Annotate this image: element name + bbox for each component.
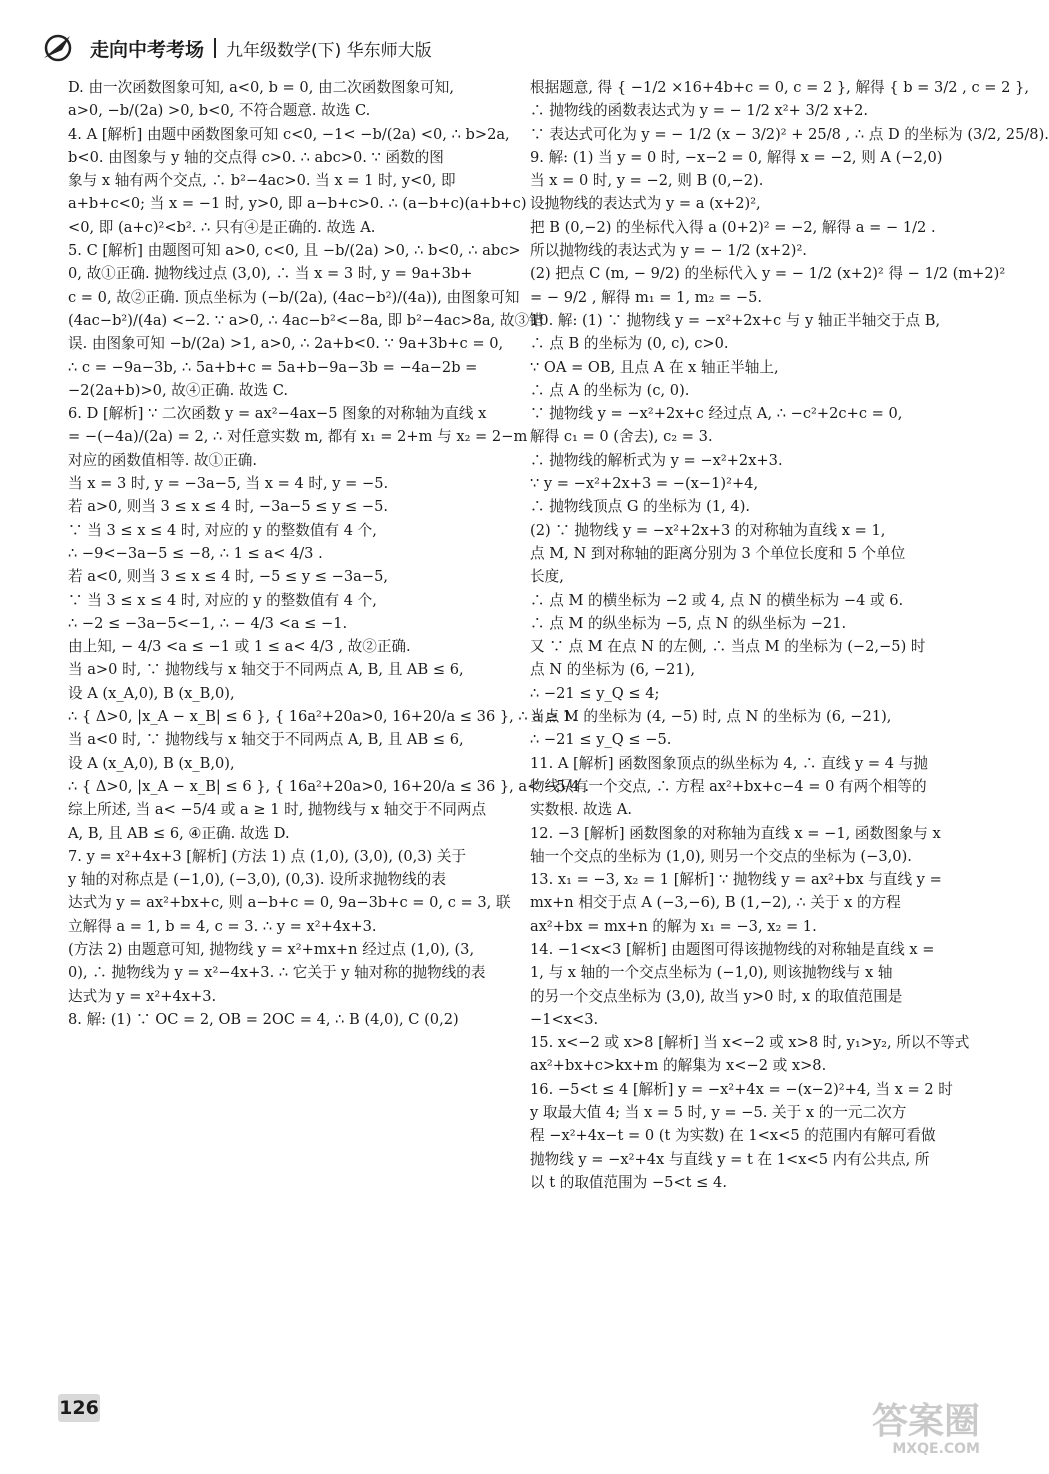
text-line: 6. D [解析] ∵ 二次函数 y = ax²−4ax−5 图象的对称轴为直线 x — [68, 405, 487, 423]
text-line: ∵ OA = OB, 且点 A 在 x 轴正半轴上, — [530, 358, 779, 376]
header-divider — [214, 38, 216, 58]
text-line: ∴ 抛物线的函数表达式为 y = − 1/2 x²+ 3/2 x+2. — [530, 102, 869, 120]
text-line: ax²+bx = mx+n 的解为 x₁ = −3, x₂ = 1. — [530, 917, 817, 935]
text-line: ∵ 当 3 ≤ x ≤ 4 时, 对应的 y 的整数值有 4 个, — [68, 591, 377, 609]
text-line: 点 M, N 到对称轴的距离分别为 3 个单位长度和 5 个单位 — [530, 544, 906, 562]
text-line: 7. y = x²+4x+3 [解析] (方法 1) 点 (1,0), (3,0), (0,3) 关于 — [68, 847, 467, 865]
text-line: −1<x<3. — [530, 1010, 599, 1028]
text-line: ∴ 点 M 的纵坐标为 −5, 点 N 的纵坐标为 −21. — [530, 614, 847, 632]
text-line: 设 A (x_A,0), B (x_B,0), — [68, 754, 235, 772]
text-line: 5. C [解析] 由题图可知 a>0, c<0, 且 −b/(2a) >0, ∴ b<0, ∴ abc> — [68, 242, 521, 260]
text-line: 抛物线 y = −x²+4x 与直线 y = t 在 1<x<5 内有公共点, 所 — [530, 1150, 930, 1168]
text-line: 9. 解: (1) 当 y = 0 时, −x−2 = 0, 解得 x = −2, 则 A (−2,0) — [530, 148, 943, 166]
text-line: 把 B (0,−2) 的坐标代入得 a (0+2)² = −2, 解得 a = − 1/2 . — [530, 218, 936, 236]
text-line: 对应的函数值相等. 故①正确. — [68, 451, 258, 469]
text-line: ∴ 点 A 的坐标为 (c, 0). — [530, 381, 690, 399]
text-line: 1, 与 x 轴的一个交点坐标为 (−1,0), 则该抛物线与 x 轴 — [530, 964, 893, 982]
text-line: y 轴的对称点是 (−1,0), (−3,0), (0,3). 设所求抛物线的表 — [68, 871, 446, 889]
text-line: 所以抛物线的表达式为 y = − 1/2 (x+2)². — [530, 242, 807, 260]
text-line: A, B, 且 AB ≤ 6, ④正确. 故选 D. — [68, 824, 290, 842]
text-line: 15. x<−2 或 x>8 [解析] 当 x<−2 或 x>8 时, y₁>y₂, 所以不等式 — [530, 1034, 970, 1052]
text-line: −2(2a+b)>0, 故④正确. 故选 C. — [68, 381, 289, 399]
text-line: ∵ y = −x²+2x+3 = −(x−1)²+4, — [530, 475, 759, 493]
text-line: 以 t 的取值范围为 −5<t ≤ 4. — [530, 1173, 727, 1191]
page-number: 126 — [58, 1394, 100, 1422]
text-line: ∴ 抛物线顶点 G 的坐标为 (1, 4). — [530, 498, 751, 516]
text-line: ∵ 表达式可化为 y = − 1/2 (x − 3/2)² + 25/8 , ∴ 点 D 的坐标为 (3/2, 25/8). — [530, 125, 1049, 143]
text-line: y 取最大值 4; 当 x = 5 时, y = −5. 关于 x 的一元二次方 — [530, 1104, 907, 1122]
text-line: ∴ { Δ>0, |x_A − x_B| ≤ 6 }, { 16a²+20a>0, 16+20/a ≤ 36 }, ∴ a ≥ 1. — [68, 708, 577, 726]
text-line: D. 由一次函数图象可知, a<0, b = 0, 由二次函数图象可知, — [68, 79, 454, 96]
text-line: 当 x = 0 时, y = −2, 则 B (0,−2). — [530, 172, 764, 190]
watermark-logo: 答案圈 — [871, 1401, 980, 1442]
text-line: (2) 把点 C (m, − 9/2) 的坐标代入 y = − 1/2 (x+2)² 得 − 1/2 (m+2)² — [530, 265, 1006, 283]
book-subtitle: 九年级数学(下) 华东师大版 — [226, 40, 432, 61]
text-line: 12. −3 [解析] 函数图象的对称轴为直线 x = −1, 函数图象与 x — [530, 824, 941, 842]
brand-title: 走向中考考场 — [90, 38, 205, 61]
text-line: ∴ { Δ>0, |x_A − x_B| ≤ 6 }, { 16a²+20a>0, 16+20/a ≤ 36 }, a< −5/4 . — [68, 777, 589, 795]
text-line: (方法 2) 由题意可知, 抛物线 y = x²+mx+n 经过点 (1,0), (3, — [68, 940, 475, 958]
text-line: 0, 故①正确. 抛物线过点 (3,0), ∴ 当 x = 3 时, y = 9a+3b+ — [68, 265, 473, 283]
text-line: 点 N 的坐标为 (6, −21), — [530, 661, 696, 679]
text-line: ∴ 点 M 的横坐标为 −2 或 4, 点 N 的横坐标为 −4 或 6. — [530, 591, 904, 609]
text-line: 程 −x²+4x−t = 0 (t 为实数) 在 1<x<5 的范围内有解可看做 — [530, 1127, 936, 1145]
text-line: 解得 c₁ = 0 (舍去), c₂ = 3. — [530, 428, 713, 446]
text-line: 由上知, − 4/3 <a ≤ −1 或 1 ≤ a< 4/3 , 故②正确. — [68, 638, 411, 656]
text-line: ∵ 当 3 ≤ x ≤ 4 时, 对应的 y 的整数值有 4 个, — [68, 521, 377, 539]
text-line: 象与 x 轴有两个交点, ∴ b²−4ac>0. 当 x = 1 时, y<0, 即 — [68, 172, 456, 190]
text-line: 若 a>0, 则当 3 ≤ x ≤ 4 时, −3a−5 ≤ y ≤ −5. — [68, 498, 389, 516]
text-line: b<0. 由图象与 y 轴的交点得 c>0. ∴ abc>0. ∵ 函数的图 — [68, 148, 444, 166]
text-line: ∴ 抛物线的解析式为 y = −x²+2x+3. — [530, 451, 783, 469]
text-line: = −(−4a)/(2a) = 2, ∴ 对任意实数 m, 都有 x₁ = 2+m 与 x₂ = 2−m — [68, 428, 528, 446]
text-line: 当 a>0 时, ∵ 抛物线与 x 轴交于不同两点 A, B, 且 AB ≤ 6, — [68, 661, 464, 679]
text-line: 13. x₁ = −3, x₂ = 1 [解析] ∵ 抛物线 y = ax²+bx 与直线 y = — [530, 871, 942, 889]
text-line: 11. A [解析] 函数图象顶点的纵坐标为 4, ∴ 直线 y = 4 与抛 — [530, 754, 928, 772]
text-line: <0, 即 (a+c)²<b². ∴ 只有④是正确的. 故选 A. — [68, 218, 376, 236]
text-line: 长度, — [530, 568, 564, 586]
text-line: 当 x = 3 时, y = −3a−5, 当 x = 4 时, y = −5. — [68, 475, 389, 493]
text-line: a>0, −b/(2a) >0, b<0, 不符合题意. 故选 C. — [68, 102, 371, 120]
text-line: 的另一个交点坐标为 (3,0), 故当 y>0 时, x 的取值范围是 — [530, 987, 903, 1005]
logo-icon — [40, 32, 80, 64]
watermark — [830, 1401, 980, 1464]
text-line: 若 a<0, 则当 3 ≤ x ≤ 4 时, −5 ≤ y ≤ −3a−5, — [68, 568, 389, 586]
text-line: a+b+c<0; 当 x = −1 时, y>0, 即 a−b+c>0. ∴ (a−b+c)(a+b+c) — [68, 195, 527, 213]
text-line: 轴一个交点的坐标为 (1,0), 则另一个交点的坐标为 (−3,0). — [530, 847, 912, 865]
text-line: ∴ −9<−3a−5 ≤ −8, ∴ 1 ≤ a< 4/3 . — [68, 544, 323, 562]
text-line: 综上所述, 当 a< −5/4 或 a ≥ 1 时, 抛物线与 x 轴交于不同两点 — [68, 801, 487, 819]
text-line: 误. 由图象可知 −b/(2a) >1, a>0, ∴ 2a+b<0. ∵ 9a+3b+c = 0, — [68, 335, 504, 353]
text-line: (4ac−b²)/(4a) <−2. ∵ a>0, ∴ 4ac−b²<−8a, 即 b²−4ac>8a, 故③错 — [68, 311, 544, 329]
text-line: 设抛物线的表达式为 y = a (x+2)², — [530, 195, 761, 213]
text-line: 物线只有一个交点, ∴ 方程 ax²+bx+c−4 = 0 有两个相等的 — [530, 777, 927, 795]
text-line: 达式为 y = x²+4x+3. — [68, 987, 217, 1005]
page-header — [40, 28, 740, 68]
text-line: ∴ −21 ≤ y_Q ≤ −5. — [530, 731, 672, 749]
text-line: 设 A (x_A,0), B (x_B,0), — [68, 684, 235, 702]
text-line: mx+n 相交于点 A (−3,−6), B (1,−2), ∴ 关于 x 的方程 — [530, 894, 901, 912]
right-column — [530, 76, 1049, 1194]
text-line: ax²+bx+c>kx+m 的解集为 x<−2 或 x>8. — [530, 1057, 827, 1075]
text-line: 根据题意, 得 { −1/2 ×16+4b+c = 0, c = 2 }, 解得 { b = 3/2 , c = 2 }, — [530, 79, 1029, 96]
text-line: 0), ∴ 抛物线为 y = x²−4x+3. ∴ 它关于 y 轴对称的抛物线的表 — [68, 964, 486, 982]
text-line: 达式为 y = ax²+bx+c, 则 a−b+c = 0, 9a−3b+c = 0, c = 3, 联 — [68, 894, 511, 912]
text-line: 当 a<0 时, ∵ 抛物线与 x 轴交于不同两点 A, B, 且 AB ≤ 6, — [68, 731, 464, 749]
text-line: 10. 解: (1) ∵ 抛物线 y = −x²+2x+c 与 y 轴正半轴交于点 B, — [530, 311, 941, 329]
text-line: 8. 解: (1) ∵ OC = 2, OB = 2OC = 4, ∴ B (4,0), C (0,2) — [68, 1010, 459, 1028]
watermark-site: MXQE.COM — [892, 1441, 980, 1457]
text-line: 立解得 a = 1, b = 4, c = 3. ∴ y = x²+4x+3. — [68, 917, 377, 935]
text-line: (2) ∵ 抛物线 y = −x²+2x+3 的对称轴为直线 x = 1, — [530, 521, 886, 539]
text-line: 14. −1<x<3 [解析] 由题图可得该抛物线的对称轴是直线 x = — [530, 940, 935, 958]
text-line: ∴ 点 B 的坐标为 (0, c), c>0. — [530, 335, 729, 353]
text-line: ∴ c = −9a−3b, ∴ 5a+b+c = 5a+b−9a−3b = −4a−2b = — [68, 358, 478, 376]
text-line: = − 9/2 , 解得 m₁ = 1, m₂ = −5. — [530, 288, 763, 306]
text-line: ∵ 抛物线 y = −x²+2x+c 经过点 A, ∴ −c²+2c+c = 0, — [530, 405, 903, 423]
text-line: 4. A [解析] 由题中函数图象可知 c<0, −1< −b/(2a) <0, ∴ b>2a, — [68, 125, 510, 143]
text-line: 当点 M 的坐标为 (4, −5) 时, 点 N 的坐标为 (6, −21), — [530, 708, 892, 726]
text-line: ∴ −2 ≤ −3a−5<−1, ∴ − 4/3 <a ≤ −1. — [68, 614, 348, 632]
text-line: ∴ −21 ≤ y_Q ≤ 4; — [530, 684, 660, 702]
text-line: 16. −5<t ≤ 4 [解析] y = −x²+4x = −(x−2)²+4, 当 x = 2 时 — [530, 1080, 953, 1098]
text-line: c = 0, 故②正确. 顶点坐标为 (−b/(2a), (4ac−b²)/(4a)), 由图象可知 — [68, 288, 520, 306]
text-line: 实数根. 故选 A. — [530, 801, 633, 819]
text-line: 又 ∵ 点 M 在点 N 的左侧, ∴ 当点 M 的坐标为 (−2,−5) 时 — [530, 638, 926, 656]
